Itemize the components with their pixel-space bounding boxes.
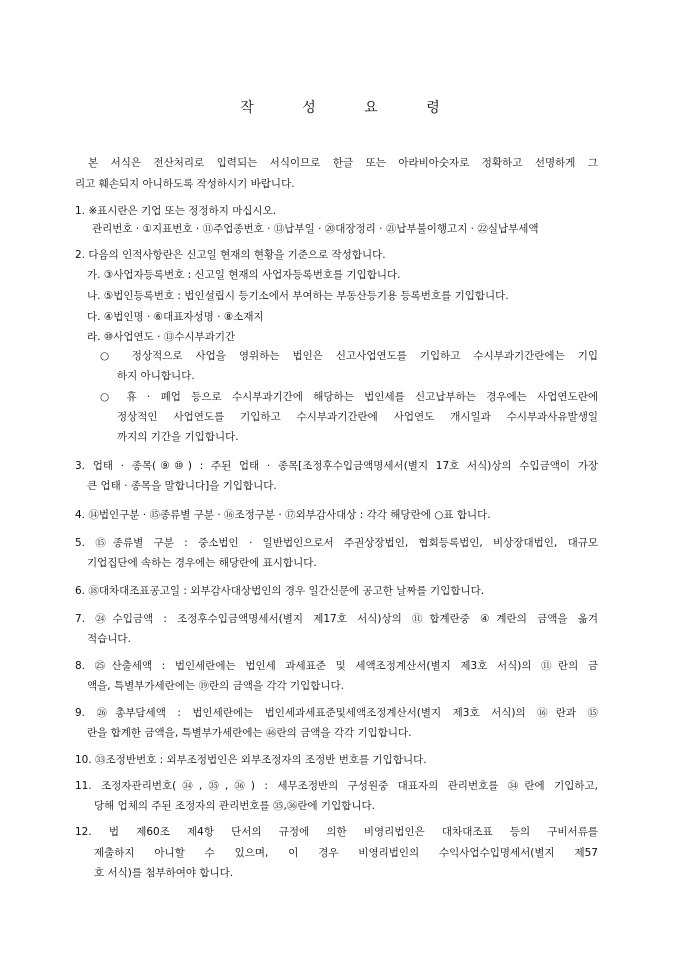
item-3-line-2: 큰 업태 · 종목을 말합니다]을 기입합니다. bbox=[87, 480, 277, 492]
item-2-heading: 2. 다음의 인적사항란은 신고일 현재의 현황을 기준으로 작성합니다. bbox=[75, 249, 386, 261]
item-8-line-1: 8. ㉕산출세액 : 법인세란에는 법인세 과세표준 및 세액조정계산서(별지 제3호 서식)의 ⑪란의 금 bbox=[75, 660, 598, 672]
document-title: 작 성 요 령 bbox=[240, 100, 462, 116]
item-7-line-1: 7. ㉔수입금액 : 조정후수입금액명세서(별지 제17호 서식)상의 ⑪합계란중 ④계란의 금액을 옮겨 bbox=[75, 613, 598, 625]
item-6-line: 6. ⑱대차대조표공고일 : 외부감사대상법인의 경우 일간신문에 공고한 날짜를 기입합니다. bbox=[75, 585, 485, 597]
item-2-bullet-2-line-1: ○ 휴 · 폐업 등으로 수시부과기간에 해당하는 법인세를 신고납부하는 경우에는 사업연도란에 bbox=[100, 391, 598, 403]
item-3-line-1: 3. 업태 · 종목(⑨⑩) : 주된 업태 · 종목[조정후수입금액명세서(별지 17호 서식)상의 수입금액이 가장 bbox=[75, 460, 598, 472]
item-2-bullet-1-line-1: ○ 정상적으로 사업을 영위하는 법인은 신고사업연도를 기입하고 수시부과기간란에는 기입 bbox=[100, 350, 598, 362]
item-12-line-3: 호 서식)를 첨부하여야 합니다. bbox=[94, 867, 234, 879]
item-2-ga: 가. ③사업자등록번호 : 신고일 현재의 사업자등록번호를 기입합니다. bbox=[87, 269, 401, 281]
item-2-bullet-2-line-2: 정상적인 사업연도를 기입하고 수시부과기간란에 사업연도 개시일과 수시부과사유발생일 bbox=[117, 411, 598, 423]
item-2-bullet-1-line-2: 하지 아니합니다. bbox=[117, 370, 195, 382]
item-10-line: 10. ㉝조정반번호 : 외부조정법인은 외부조정자의 조정반 번호를 기입합니다. bbox=[75, 754, 427, 766]
item-2-ra: 라. ⑩사업연도 · ⑬수시부과기간 bbox=[87, 331, 236, 343]
intro-line-1: 본 서식은 전산처리로 입력되는 서식이므로 한글 또는 아라비아숫자로 정확하고 선명하게 그 bbox=[88, 157, 598, 169]
item-5-line-1: 5. ⑮종류별 구분 : 중소법인 · 일반법인으로서 주권상장법인, 협회등록법인, 비상장대법인, 대규모 bbox=[75, 537, 598, 549]
item-1-fields: 관리번호 · ①지표번호 · ⑪주업종번호 · ⑬납부일 · ⑳대장정리 · ㉑납부불이행고지 · ㉒실납부세액 bbox=[92, 223, 539, 235]
item-9-line-2: 란을 합계한 금액을, 특별부가세란에는 ㊻란의 금액을 각각 기입합니다. bbox=[87, 727, 412, 739]
item-12-line-2: 제출하지 아니할 수 있으며, 이 경우 비영리법인의 수익사업수입명세서(별지 제57 bbox=[94, 847, 598, 859]
item-11-line-1: 11. 조정자관리번호(㉞,㉟,㊱) : 세무조정반의 구성원중 대표자의 관리번호를 ㉞란에 기입하고, bbox=[75, 780, 598, 792]
item-2-na: 나. ⑤법인등록번호 : 법인설립시 등기소에서 부여하는 부동산등기용 등록번호를 기입합니다. bbox=[87, 290, 509, 302]
item-12-line-1: 12. 법 제60조 제4항 단서의 규정에 의한 비영리법인은 대차대조표 등의 구비서류를 bbox=[75, 826, 598, 838]
item-7-line-2: 적습니다. bbox=[87, 633, 131, 645]
item-4-line: 4. ⑭법인구분 · ⑮종류별 구분 · ⑯조정구분 · ⑰외부감사대상 : 각각 해당란에 ○표 합니다. bbox=[75, 509, 491, 521]
intro-line-2: 리고 훼손되지 아니하도록 작성하시기 바랍니다. bbox=[75, 178, 295, 190]
item-8-line-2: 액을, 특별부가세란에는 ⑲란의 금액을 각각 기입합니다. bbox=[87, 680, 345, 692]
item-1-heading: 1. ※표시란은 기업 또는 정정하지 마십시오. bbox=[75, 205, 277, 217]
item-11-line-2: 당해 업체의 주된 조정자의 관리번호를 ㉟,㊱란에 기입합니다. bbox=[94, 800, 375, 812]
item-2-da: 다. ④법인명 · ⑥대표자성명 · ⑧소재지 bbox=[87, 311, 264, 323]
item-2-bullet-2-line-3: 까지의 기간을 기입합니다. bbox=[117, 431, 239, 443]
item-5-line-2: 기업집단에 속하는 경우에는 해당란에 표시합니다. bbox=[87, 557, 317, 569]
item-9-line-1: 9. ㉖총부담세액 : 법인세란에는 법인세과세표준및세액조정계산서(별지 제3호 서식)의 ⑯란과 ⑮ bbox=[75, 707, 598, 719]
